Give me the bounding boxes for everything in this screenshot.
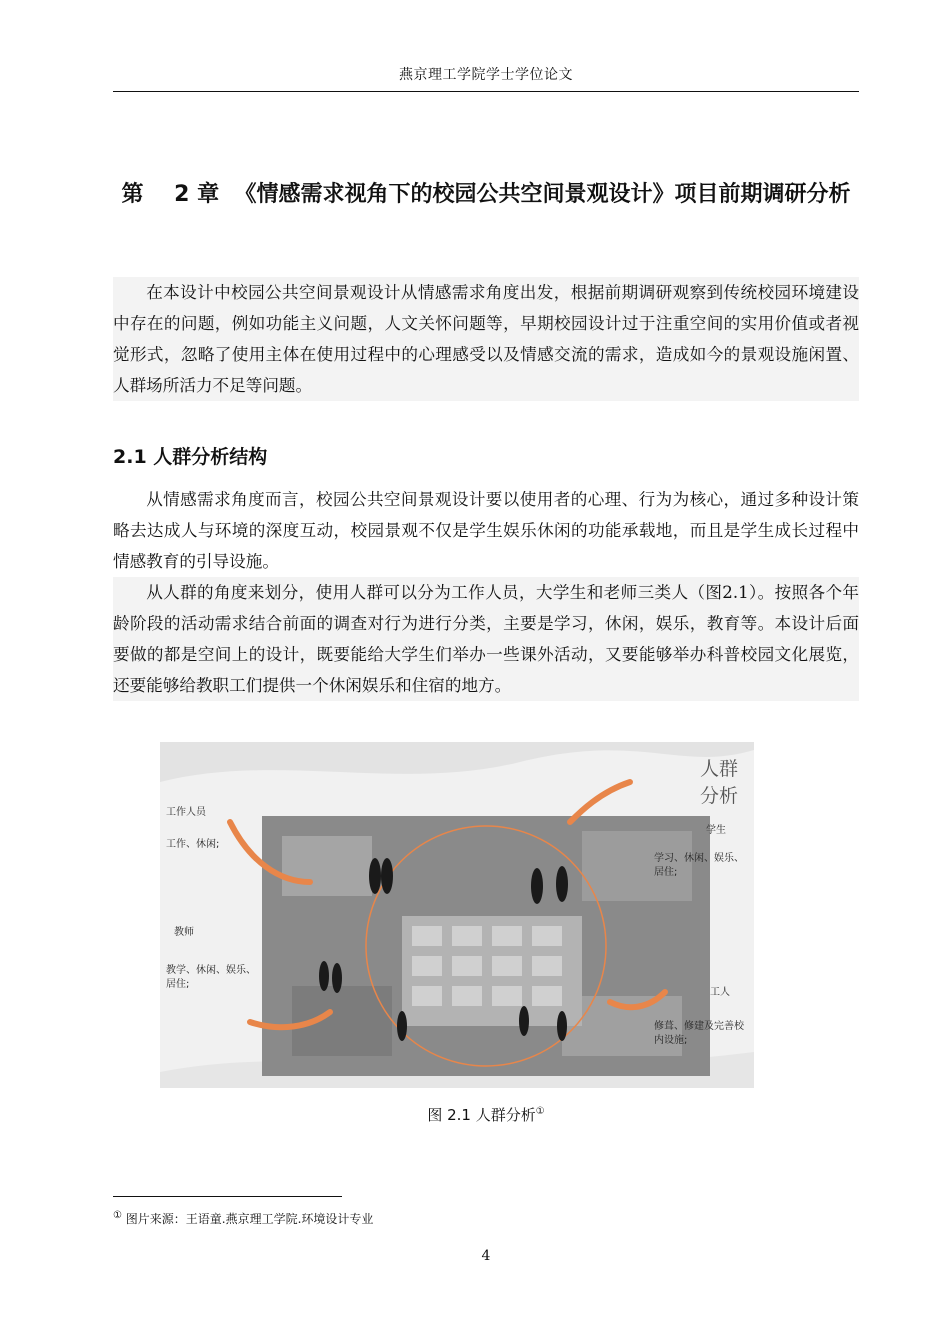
running-header: 燕京理工学院学士学位论文	[399, 67, 573, 83]
footnote-text: 图片来源：王语童.燕京理工学院.环境设计专业	[125, 1212, 374, 1226]
group-name-student: 学生	[706, 825, 726, 836]
section-title: 2.1 人群分析结构	[113, 446, 268, 468]
intro-paragraph: 在本设计中校园公共空间景观设计从情感需求角度出发，根据前期调研观察到传统校园环境建设中存在的问题，例如功能主义问题，人文关怀问题等，早期校园设计过于注重空间的实用价值或者视觉形式，忽略了使用主体在使用过程中的心理感受以及情感交流的需求，造成如今的景观设施闲置、人群场所活力不足等问题。	[113, 277, 859, 401]
group-desc-staff: 工作、休闲;	[166, 839, 220, 850]
group-desc-teacher: 教学、休闲、娱乐、居住;	[166, 965, 256, 990]
group-desc-worker: 修葺、修建及完善校内设施;	[654, 1021, 744, 1046]
chapter-title	[113, 178, 859, 212]
figure-title: 人群分析	[700, 758, 739, 807]
footnote-rule	[113, 1196, 342, 1197]
chapter-label: 第	[121, 182, 144, 207]
chapter-number: 2	[174, 182, 190, 207]
body-paragraph-1: 从情感需求角度而言，校园公共空间景观设计要以使用者的心理、行为为核心，通过多种设计策略去达成人与环境的深度互动，校园景观不仅是学生娱乐休闲的功能承载地，而且是学生成长过程中情感教育的引导设施。	[113, 490, 859, 571]
crowd-analysis-figure	[160, 742, 754, 1088]
chapter-name: 《情感需求视角下的校园公共空间景观设计》项目前期调研分析	[234, 182, 851, 207]
header-rule	[113, 91, 859, 92]
chapter-unit: 章	[197, 182, 220, 207]
group-name-teacher: 教师	[174, 927, 194, 938]
body-paragraph-2: 从人群的角度来划分，使用人群可以分为工作人员，大学生和老师三类人（图2.1）。按照各个年龄阶段的活动需求结合前面的调查对行为进行分类，主要是学习，休闲，娱乐，教育等。本设计后面要做的都是空间上的设计，既要能给大学生们举办一些课外活动，又要能够举办科普校园文化展览，还要能够给教职工们提供一个休闲娱乐和住宿的地方。	[113, 577, 859, 701]
footnote	[113, 1210, 373, 1227]
figure-caption	[113, 1104, 859, 1125]
group-name-worker: 工人	[710, 987, 730, 998]
caption-note-mark: ①	[535, 1106, 545, 1117]
group-desc-student: 学习、休闲、娱乐、居住;	[654, 853, 744, 878]
group-name-staff: 工作人员	[166, 807, 206, 818]
caption-text: 图 2.1 人群分析	[427, 1106, 536, 1124]
page-number: 4	[481, 1248, 491, 1264]
footnote-mark: ①	[113, 1210, 122, 1221]
